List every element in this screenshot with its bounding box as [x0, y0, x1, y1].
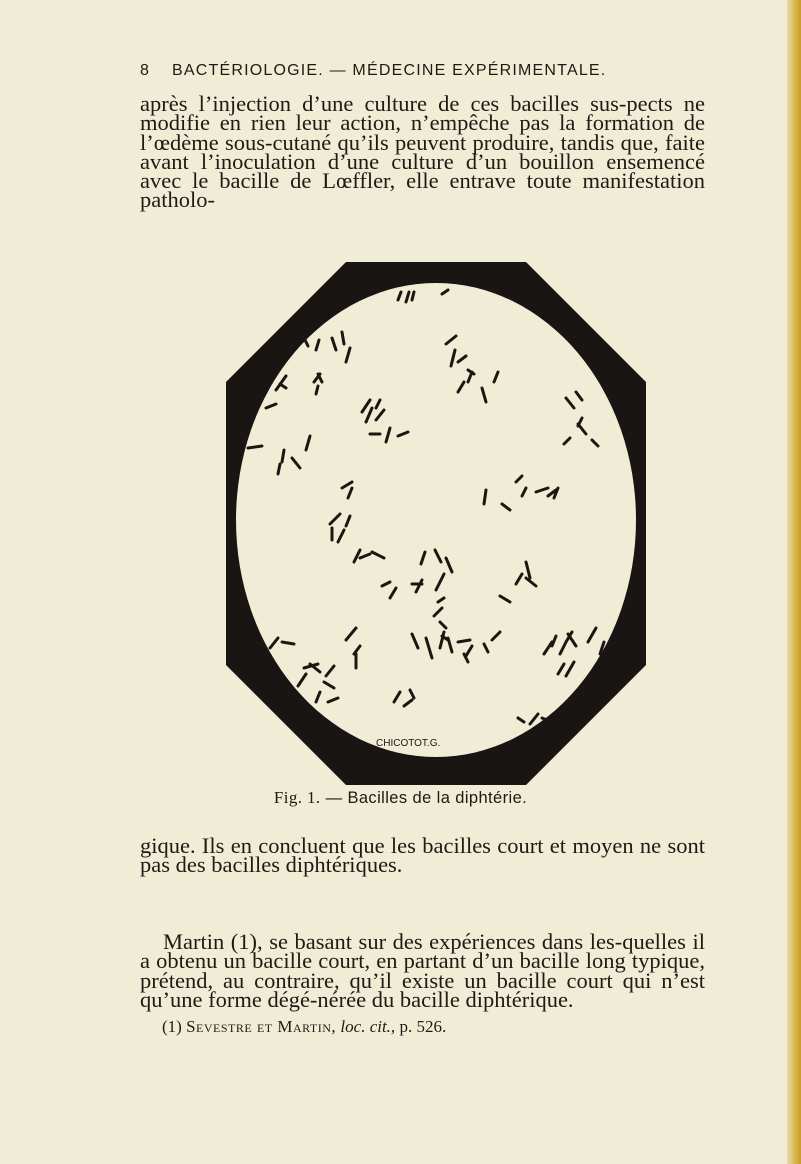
engraver-signature: CHICOTOT.G.: [376, 738, 441, 749]
figure-label: Fig. 1.: [273, 788, 321, 807]
footnote-page: p. 526.: [399, 1017, 447, 1036]
figure-microscope-view: [226, 262, 646, 785]
paragraph-bottom: [140, 929, 705, 1012]
figure-caption: [0, 788, 801, 808]
footnote: [162, 1017, 722, 1037]
paragraph-mid-text: gique. Ils en concluent que les bacilles court et moyen ne sont pas des bacilles diphtériques.: [140, 833, 705, 878]
octagon-mount: [226, 262, 646, 785]
page-number: 8: [140, 62, 151, 79]
figure-caption-text: — Bacilles de la diphtérie.: [325, 789, 528, 807]
microscope-field-illustration: [226, 262, 646, 785]
paragraph-top: [140, 91, 705, 213]
paragraph-bottom-text: Martin (1), se basant sur des expériences dans les-quelles il a obtenu un bacille court, en partant d’un bacille long typique, prétend, au contraire, qu’il existe un bacille court qui n’est qu’une forme dégé-nérée du bacille diphtérique.: [140, 929, 705, 1012]
footnote-reference: loc. cit.,: [340, 1017, 396, 1036]
page-edge: [787, 0, 801, 1164]
paragraph-mid: [140, 833, 705, 878]
running-title: BACTÉRIOLOGIE. — MÉDECINE EXPÉRIMENTALE.: [172, 62, 607, 79]
paragraph-top-text: après l’injection d’une culture de ces bacilles sus-pects ne modifie en rien leur action, n’empêche pas la formation de l’œdème sous-cutané qu’ils peuvent produire, tandis que, faite avant l’inoculation d’une culture d’un bouillon ensemencé avec le bacille de Lœffler, elle entrave toute manifestation patholo-: [140, 91, 705, 213]
footnote-authors: Sevestre et Martin,: [186, 1017, 337, 1036]
footnote-marker: (1): [162, 1017, 182, 1036]
running-header: [140, 62, 700, 80]
bacilli-cluster: [248, 290, 604, 724]
